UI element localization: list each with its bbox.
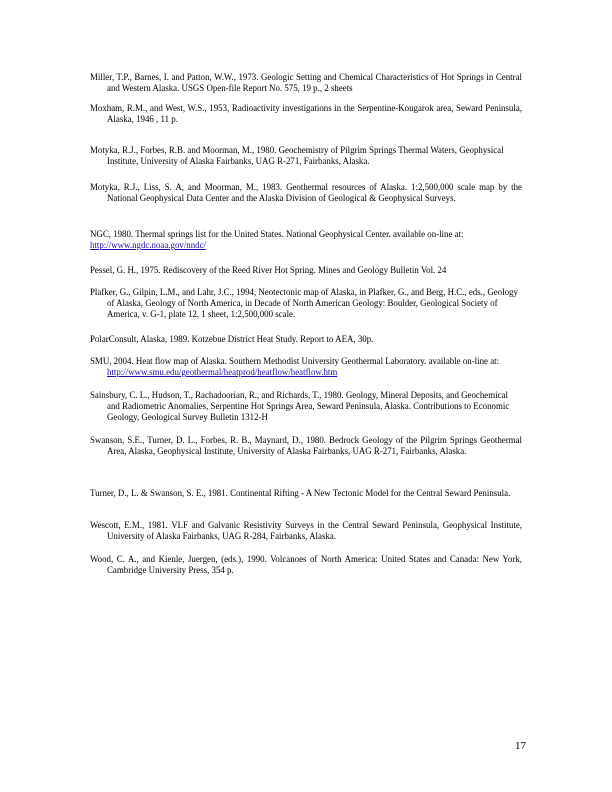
reference-text: PolarConsult, Alaska, 1989. Kotzebue District Heat Study. Report to AEA, 30p. bbox=[90, 334, 374, 344]
reference-text: Motyka, R.J., Liss, S. A, and Moorman, M., 1983. Geothermal resources of Alaska. 1:2,500,000 scale map by the National Geophysical Data Center and the Alaska Division of Geological & Geophysical Surveys. bbox=[90, 182, 522, 203]
reference-entry bbox=[90, 488, 522, 499]
reference-text: Sainsbury, C. L., Hudson, T., Rachadoorian, R., and Richards, T., 1980. Geology, Mineral Deposits, and Geochemical and Radiometric Anomalies, Serpentine Hot Springs Area, Seward Peninsula, Alaska. Contributions to Economic Geology, Geological Survey Bulletin 1312-H bbox=[90, 390, 510, 422]
reference-text: NGC, 1980. Thermal springs list for the United States. National Geophysical Center. available on-line at: bbox=[90, 229, 464, 239]
reference-text: Moxham, R.M., and West, W.S., 1953, Radioactivity investigations in the Serpentine-Kougarok area, Seward Peninsula, Alaska, 1946 , 11 p. bbox=[90, 103, 522, 124]
reference-text: Turner, D., L. & Swanson, S. E., 1981. Continental Rifting - A New Tectonic Model for the Central Seward Peninsula. bbox=[90, 488, 511, 498]
reference-text: Pessel, G. H., 1975. Rediscovery of the Reed River Hot Spring. Mines and Geology Bulletin Vol. 24 bbox=[90, 265, 447, 275]
reference-entry bbox=[90, 390, 522, 423]
reference-entry bbox=[90, 182, 522, 204]
reference-entry bbox=[90, 229, 522, 251]
reference-text: Wood, C. A., and Kienle, Juergen, (eds.), 1990. Volcanoes of North America: United States and Canada: New York, Cambridge University Press, 354 p. bbox=[90, 554, 522, 575]
reference-entry bbox=[90, 435, 522, 457]
reference-text: Miller, T.P., Barnes, I. and Patton, W.W., 1973. Geologic Setting and Chemical Characteristics of Hot Springs in Central and Western Alaska. USGS Open-file Report No. 575, 19 p., 2 sheets bbox=[90, 72, 522, 93]
reference-text: Motyka, R.J., Forbes, R.B. and Moorman, M., 1980. Geochemistry of Pilgrim Springs Thermal Waters, Geophysical Institute, University of Alaska Fairbanks, UAG R-271, Fairbanks, Alaska. bbox=[90, 145, 504, 166]
reference-text: Swanson, S.E., Turner, D. L., Forbes, R. B., Maynard, D., 1980. Bedrock Geology of the Pilgrim Springs Geothermal Area, Alaska, Geophysical Institute, University of Alaska Fairbanks, UAG R-271, Fairbanks, Alaska. bbox=[90, 435, 522, 456]
reference-entry bbox=[90, 265, 522, 276]
reference-entry bbox=[90, 520, 522, 542]
reference-text: Wescott, E.M., 1981. VLF and Galvanic Resistivity Surveys in the Central Seward Peninsula, Geophysical Institute, University of Alaska Fairbanks, UAG R-284, Fairbanks, Alaska. bbox=[90, 520, 522, 541]
reference-link[interactable]: http://www.smu.edu/geothermal/heatprod/heatflow/heatflow.htm bbox=[107, 367, 338, 377]
reference-entry bbox=[90, 103, 522, 125]
page-number: 17 bbox=[515, 740, 526, 752]
reference-text: SMU, 2004. Heat flow map of Alaska. Southern Methodist University Geothermal Laboratory. available on-line at: bbox=[90, 356, 500, 366]
reference-entry bbox=[90, 72, 522, 94]
reference-entry bbox=[90, 287, 522, 320]
reference-link[interactable]: http://www.ngdc.noaa.gov/nndc/ bbox=[90, 240, 207, 250]
reference-text: Plafker, G., Gilpin, L.M., and Lahr, J.C., 1994, Neotectonic map of Alaska, in Plafker, G., and Berg, H.C., eds., Geology of Alaska, Geology of North America, in Decade of North American Geology: Boulder, Geological Society of America, v. G-1, plate 12, 1 sheet, 1:2,500,000 scale. bbox=[90, 287, 518, 319]
reference-entry bbox=[90, 334, 522, 345]
reference-entry bbox=[90, 554, 522, 576]
reference-entry bbox=[90, 356, 522, 378]
reference-entry bbox=[90, 145, 522, 167]
